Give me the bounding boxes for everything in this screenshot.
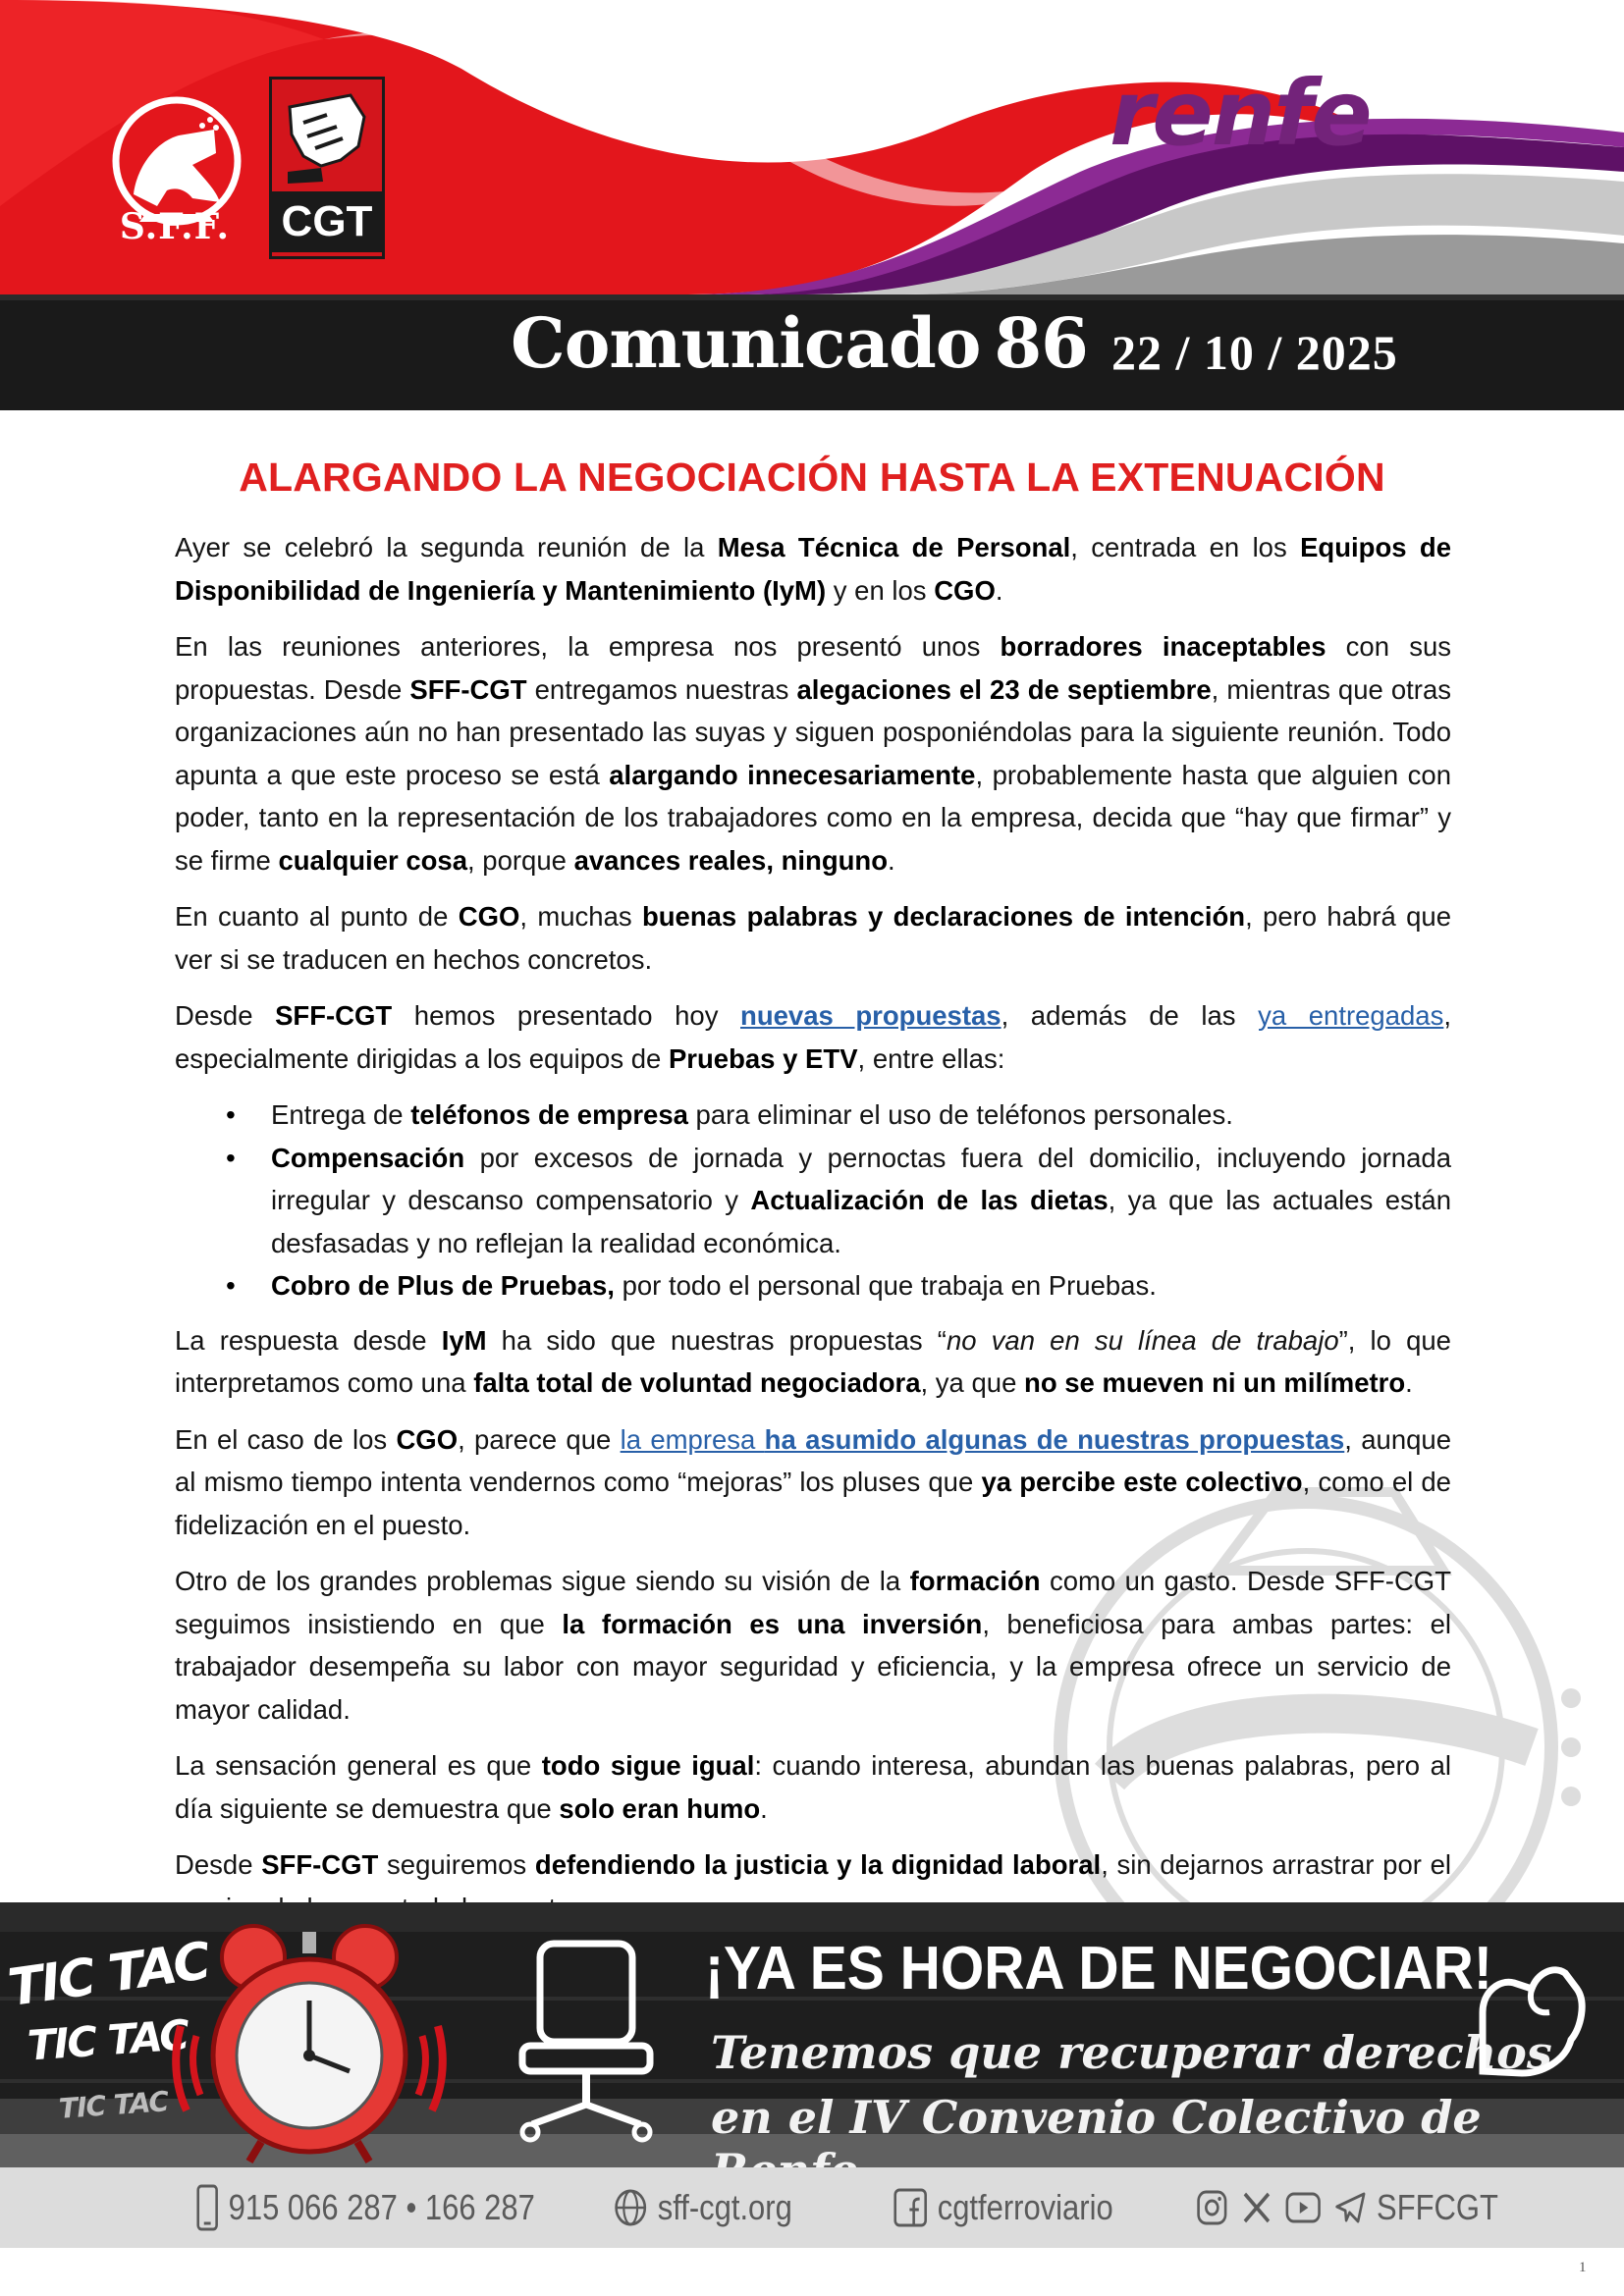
paragraph-4: Desde SFF-CGT hemos presentado hoy nuevas propuestas, además de las ya entregadas, especialmente dirigidas a los equipos de Pruebas y ETV, entre ellas: [175,1000,1451,1074]
paragraph-7: Otro de los grandes problemas sigue siendo su visión de la formación como un gasto. Desde SFF-CGT seguimos insistiendo en que la formación es una inversión, beneficiosa para ambas partes: el trabajador desempeña su labor con mayor seguridad y eficiencia, y la empresa ofrece un servicio de mayor calidad. [175,1566,1451,1725]
web-text: sff-cgt.org [657,2187,792,2227]
paragraph-6: En el caso de los CGO, parece que la empresa ha asumido algunas de nuestras propuestas, aunque al mismo tiempo intenta vendernos como “mejoras” los pluses que ya percibe este colectivo, como el de fidelización en el puesto. [175,1423,1451,1540]
banner-subtitle-1: Tenemos que recuperar derechos [711,2026,1552,2079]
paragraph-3: En cuanto al punto de CGO, muchas buenas palabras y declaraciones de intención, pero habrá que ver si se traducen en hechos concretos. [175,901,1451,975]
link-ya-entregadas[interactable]: ya entregadas [1258,1000,1444,1031]
youtube-icon [1285,2191,1321,2224]
title-number: 86 [994,302,1088,384]
tictac-text: TIC TAC [4,1932,213,2018]
renfe-logo: renfe [1110,61,1371,166]
telegram-icon [1334,2190,1367,2225]
document-date: 22 / 10 / 2025 [1111,325,1398,380]
page-number: 1 [1579,2260,1587,2275]
cgt-logo [269,77,385,259]
list-item: • Entrega de teléfonos de empresa para eliminar el uso de teléfonos personales. [175,1094,1451,1137]
flexed-arm-icon [1463,1944,1600,2091]
paragraph-1: Ayer se celebró la segunda reunión de la Mesa Técnica de Personal, centrada en los Equipos de Disponibilidad de Ingeniería y Mantenimiento (IyM) y en los CGO. [175,532,1451,606]
phone-text: 915 066 287 • 166 287 [228,2187,535,2227]
list-item: • Cobro de Plus de Pruebas, por todo el personal que trabaja en Pruebas. [175,1264,1451,1308]
contact-web[interactable] [614,2181,792,2234]
globe-icon [614,2188,647,2227]
paragraph-8: La sensación general es que todo sigue igual: cuando interesa, abundan las buenas palabras, pero al día siguiente se demuestra que solo eran humo. [175,1750,1451,1824]
contact-facebook[interactable] [893,2181,1113,2234]
negotiation-banner [0,1902,1624,2167]
facebook-icon [893,2188,927,2227]
sff-label: S.F.F. [119,206,231,247]
tictac-text: TIC TAC [57,2085,170,2125]
cgt-label: CGT [272,191,382,252]
headline: ALARGANDO LA NEGOCIACIÓN HASTA LA EXTENUACIÓN [239,454,1385,500]
article-body [175,450,1451,1943]
tictac-text: TIC TAC [26,2010,189,2070]
x-twitter-icon [1241,2190,1272,2225]
office-chair-icon [513,1938,660,2144]
letterhead [0,0,1624,410]
facebook-text: cgtferroviario [937,2187,1113,2227]
contact-social[interactable] [1196,2181,1498,2234]
paragraph-2: En las reuniones anteriores, la empresa nos presentó unos borradores inaceptables con sus propuestas. Desde SFF-CGT entregamos nuestras alegaciones el 23 de septiembre, mientras que otras organizaciones aún no han presentado las suyas y siguen posponiéndolas para la siguiente reunión. Todo apunta a que este proceso se está alargando innecesariamente, probablemente hasta que alguien con poder, tanto en la representación de los trabajadores como en la empresa, decida que “hay que firmar” y se firme cualquier cosa, porque avances reales, ninguno. [175,631,1452,876]
title-word: Comunicado [511,302,981,384]
social-handle: SFFCGT [1377,2187,1498,2227]
document-title [511,302,1088,384]
banner-headline: ¡YA ES HORA DE NEGOCIAR! [705,1935,1492,2002]
instagram-icon [1196,2189,1228,2226]
paragraph-5: La respuesta desde IyM ha sido que nuestras propuestas “no van en su línea de trabajo”, lo que interpretamos como una falta total de voluntad negociadora, ya que no se mueven ni un milímetro. [175,1324,1451,1398]
list-item: • Compensación por excesos de jornada y pernoctas fuera del domicilio, incluyendo jornada irregular y descanso compensatorio y Actualización de las dietas, ya que las actuales están desfasadas y no reflejan la realidad económica. [175,1137,1451,1265]
proposals-list [175,1094,1451,1308]
contact-bar [0,2167,1624,2248]
fist-icon [282,87,372,186]
alarm-clock-icon [167,1918,452,2163]
banner-subtitle-2: en el IV Convenio Colectivo de [711,2091,1482,2144]
link-nuevas-propuestas[interactable]: nuevas propuestas [740,1000,1001,1031]
phone-icon [196,2184,218,2231]
link-propuestas-asumidas[interactable]: la empresa ha asumido algunas de nuestras propuestas [620,1423,1345,1455]
paragraph-9: Desde SFF-CGT seguiremos defendiendo la justicia y la dignidad laboral, sin dejarnos arrastrar por el [175,1849,1451,1880]
contact-phone[interactable] [196,2181,535,2234]
